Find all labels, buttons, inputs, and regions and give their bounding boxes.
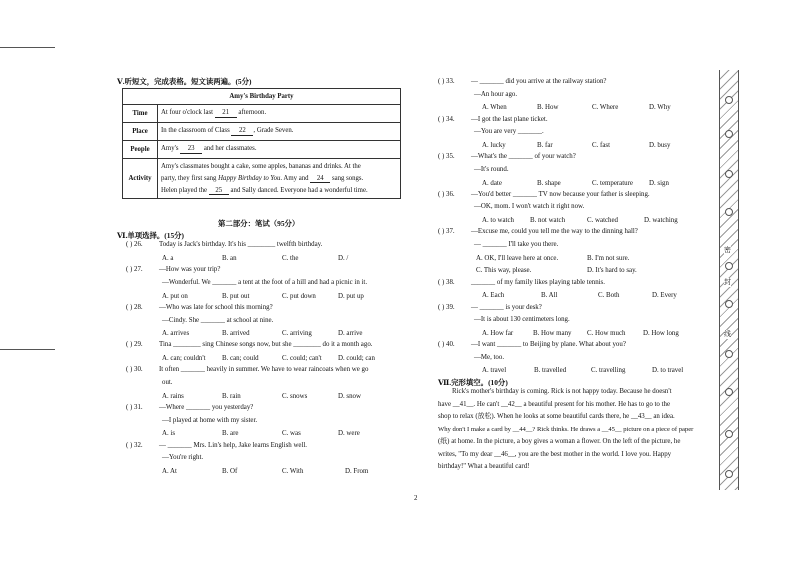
q38-opt-d[interactable]: D. Every [652, 292, 677, 299]
q34-stem: —I got the last plane ticket. [471, 116, 548, 123]
q26-opt-a[interactable]: A. a [162, 255, 174, 262]
q27-num: ( ) 27. [126, 266, 143, 273]
q39-opt-d[interactable]: D. How long [643, 330, 679, 337]
q39-stem: — _______ is your desk? [471, 304, 542, 311]
q27-stem: —How was your trip? [159, 266, 221, 273]
q36-stem: —You'd better _______ TV now because your father is sleeping. [471, 191, 650, 198]
q33-opt-d[interactable]: D. Why [649, 104, 671, 111]
cloze-line: Why don't I make a card by __44__? Rick thinks. He draws a __45__ picture on a piece of paper [438, 425, 694, 433]
blank-23[interactable]: 23 [180, 146, 202, 154]
q36-opt-c[interactable]: C. watched [587, 217, 618, 224]
q35-opt-d[interactable]: D. sign [649, 180, 669, 187]
q40-opt-d[interactable]: D. to travel [652, 367, 684, 374]
q40-stem: —I want _______ to Beijing by plane. What about you? [471, 341, 626, 348]
row-label-place: Place [123, 123, 158, 141]
q30-opt-d[interactable]: D. snow [338, 393, 361, 400]
binding-hole-icon [725, 262, 733, 270]
q33-opt-b[interactable]: B. How [537, 104, 559, 111]
q31-opt-d[interactable]: D. were [338, 430, 360, 437]
row-label-activity: Activity [123, 159, 158, 199]
blank-22[interactable]: 22 [231, 128, 253, 136]
binding-hole-icon [725, 388, 733, 396]
page-number: 2 [414, 495, 418, 502]
q32-opt-b[interactable]: B. Of [222, 468, 238, 475]
q35-opt-a[interactable]: A. date [482, 180, 502, 187]
q27-opt-a[interactable]: A. put on [162, 293, 188, 300]
q29-opt-c[interactable]: C. could; can't [282, 355, 322, 362]
q38-stem: _______ of my family likes playing table tennis. [471, 279, 605, 286]
blank-24[interactable]: 24 [310, 176, 330, 184]
cloze-line: have __41__. He can't __42__ a beautiful present for his mother. He has to go to the [438, 400, 671, 408]
margin-rule-bottom [0, 349, 55, 350]
q28-opt-b[interactable]: B. arrived [222, 330, 250, 337]
q30-opt-c[interactable]: C. snows [282, 393, 308, 400]
q32-stem2: —You're right. [162, 454, 204, 461]
q39-opt-b[interactable]: B. How many [533, 330, 572, 337]
q30-opt-a[interactable]: A. rains [162, 393, 184, 400]
q27-opt-c[interactable]: C. put down [282, 293, 316, 300]
binding-char: 密 [724, 246, 731, 254]
q34-opt-a[interactable]: A. lucky [482, 142, 506, 149]
q28-opt-c[interactable]: C. arriving [282, 330, 312, 337]
q35-stem2: —It's round. [474, 166, 509, 173]
q36-num: ( ) 36. [438, 191, 455, 198]
q27-stem2: —Wonderful. We _______ a tent at the foot of a hill and had a picnic in it. [162, 279, 368, 286]
q30-stem: It often _______ heavily in summer. We have to wear raincoats when we go [159, 366, 369, 373]
q40-opt-c[interactable]: C. travelling [591, 367, 626, 374]
section7-title: Ⅶ.完形填空。(10分) [438, 378, 508, 387]
q35-num: ( ) 35. [438, 153, 455, 160]
cloze-line: shop to relax (放松). When he looks at some beautiful cards there, he __43__ an idea. [438, 413, 675, 420]
binding-hole-icon [725, 430, 733, 438]
cloze-line: writes, "To my dear __46__, you are the best mother in the world. I love you. Happy [438, 450, 672, 458]
row-time: At four o'clock last 21 afternoon. [158, 105, 401, 123]
q28-opt-a[interactable]: A. arrives [162, 330, 190, 337]
q28-stem: —Who was late for school this morning? [159, 304, 273, 311]
q37-opt-d[interactable]: D. It's hard to say. [587, 267, 637, 274]
q31-stem: —Where _______ you yesterday? [159, 404, 254, 411]
q37-stem2: — _______ I'll take you there. [474, 241, 559, 248]
table-title: Amy's Birthday Party [123, 89, 401, 105]
part2-title: 第二部分：笔试（95分） [218, 219, 300, 228]
binding-hole-icon [725, 170, 733, 178]
q31-opt-b[interactable]: B. are [222, 430, 239, 437]
q28-num: ( ) 28. [126, 304, 143, 311]
blank-21[interactable]: 21 [215, 110, 237, 118]
binding-char: 封 [724, 278, 731, 286]
q29-num: ( ) 29. [126, 341, 143, 348]
q39-num: ( ) 39. [438, 304, 455, 311]
margin-rule-top [0, 47, 55, 48]
q40-opt-a[interactable]: A. travel [482, 367, 507, 374]
q31-num: ( ) 31. [126, 404, 143, 411]
q34-num: ( ) 34. [438, 116, 455, 123]
binding-hole-icon [725, 96, 733, 104]
q28-stem2: —Cindy. She _______ at school at nine. [162, 317, 274, 324]
q34-opt-b[interactable]: B. far [537, 142, 553, 149]
q31-opt-a[interactable]: A. is [162, 430, 176, 437]
q37-opt-c[interactable]: C. This way, please. [476, 267, 532, 274]
q27-opt-b[interactable]: B. put out [222, 293, 250, 300]
q29-opt-a[interactable]: A. can; couldn't [162, 355, 206, 362]
q35-opt-c[interactable]: C. temperature [592, 180, 633, 187]
q33-opt-a[interactable]: A. When [482, 104, 507, 111]
section6-title: Ⅵ.单项选择。(15分) [117, 231, 185, 240]
q37-opt-a[interactable]: A. OK, I'll leave here at once. [476, 255, 559, 262]
q32-opt-a[interactable]: A. At [162, 468, 177, 475]
binding-hole-icon [725, 350, 733, 358]
cloze-line: (纸) at home. In the picture, a boy gives a woman a flower. On the left of the picture, he [438, 438, 681, 445]
q33-num: ( ) 33. [438, 78, 455, 85]
party-table [122, 88, 401, 199]
q26-opt-d[interactable]: D. / [338, 255, 349, 262]
q36-opt-b[interactable]: B. not watch [530, 217, 566, 224]
row-people: Amy's 23 and her classmates. [158, 141, 401, 159]
q26-opt-c[interactable]: C. the [282, 255, 299, 262]
section5-title: Ⅴ.听短文，完成表格。短文读两遍。(5分) [117, 77, 252, 86]
row-activity: Amy's classmates bought a cake, some apples, bananas and drinks. At the party, they first sang Happy Birthday to You. Amy and 24 sang songs. Helen played the 25 and Sally danced. Everyone had a wonderful time. [158, 159, 401, 199]
q29-opt-b[interactable]: B. can; could [222, 355, 259, 362]
q34-stem2: —You are very _______. [474, 128, 544, 135]
cloze-line: Rick's mother's birthday is coming. Rick is not happy today. Because he doesn't [452, 388, 672, 395]
q37-opt-b[interactable]: B. I'm not sure. [587, 255, 630, 262]
q30-opt-b[interactable]: B. rain [222, 393, 241, 400]
row-label-time: Time [123, 105, 158, 123]
q38-num: ( ) 38. [438, 279, 455, 286]
binding-hole-icon [725, 470, 733, 478]
q31-stem2: —I played at home with my sister. [162, 417, 258, 424]
cloze-line: birthday!" What a beautiful card! [438, 463, 530, 470]
q32-opt-c[interactable]: C. With [282, 468, 304, 475]
q38-opt-c[interactable]: C. Both [598, 292, 620, 299]
q31-opt-c[interactable]: C. was [282, 430, 301, 437]
q34-opt-d[interactable]: D. busy [649, 142, 671, 149]
q29-stem: Tina ________ sing Chinese songs now, but she ________ do it a month ago. [159, 341, 373, 348]
row-place: In the classroom of Class 22 , Grade Seven. [158, 123, 401, 141]
q39-opt-c[interactable]: C. How much [587, 330, 626, 337]
q30-num: ( ) 30. [126, 366, 143, 373]
q40-num: ( ) 40. [438, 341, 455, 348]
q37-num: ( ) 37. [438, 228, 455, 235]
q28-opt-d[interactable]: D. arrive [338, 330, 363, 337]
q32-num: ( ) 32. [126, 442, 143, 449]
q40-opt-b[interactable]: B. travelled [534, 367, 567, 374]
q38-opt-b[interactable]: B. All [541, 292, 558, 299]
q39-stem2: —It is about 130 centimeters long. [474, 316, 570, 323]
q40-stem2: —Me, too. [474, 354, 505, 361]
binding-hole-icon [725, 300, 733, 308]
q36-opt-a[interactable]: A. to watch [482, 217, 514, 224]
binding-char: 线 [724, 330, 731, 338]
q32-stem: — _______ Mrs. Lin's help, Jake learns English well. [159, 442, 308, 449]
blank-25[interactable]: 25 [209, 188, 229, 196]
q34-opt-c[interactable]: C. fast [592, 142, 610, 149]
q35-opt-b[interactable]: B. shape [537, 180, 561, 187]
q33-stem2: —An hour ago. [474, 91, 518, 98]
row-label-people: People [123, 141, 158, 159]
binding-hole-icon [725, 130, 733, 138]
q30-stem2: out. [162, 379, 173, 386]
q32-opt-d[interactable]: D. From [345, 468, 369, 475]
q27-opt-d[interactable]: D. put up [338, 293, 364, 300]
q39-opt-a[interactable]: A. How far [482, 330, 514, 337]
q38-opt-a[interactable]: A. Each [482, 292, 505, 299]
q33-opt-c[interactable]: C. Where [592, 104, 619, 111]
q26-opt-b[interactable]: B. an [222, 255, 237, 262]
cloze-passage [438, 386, 710, 474]
q37-stem: —Excuse me, could you tell me the way to the dinning hall? [471, 228, 638, 235]
q35-stem: —What's the _______ of your watch? [471, 153, 576, 160]
q36-opt-d[interactable]: D. watching [644, 217, 678, 224]
q26-num: ( ) 26. [126, 241, 143, 248]
q29-opt-d[interactable]: D. could; can [338, 355, 375, 362]
binding-hole-icon [725, 208, 733, 216]
q26-stem: Today is Jack's birthday. It's his ________ twelfth birthday. [159, 241, 323, 248]
q36-stem2: —OK, mom. I won't watch it right now. [474, 203, 585, 210]
q33-stem: — _______ did you arrive at the railway station? [471, 78, 607, 85]
